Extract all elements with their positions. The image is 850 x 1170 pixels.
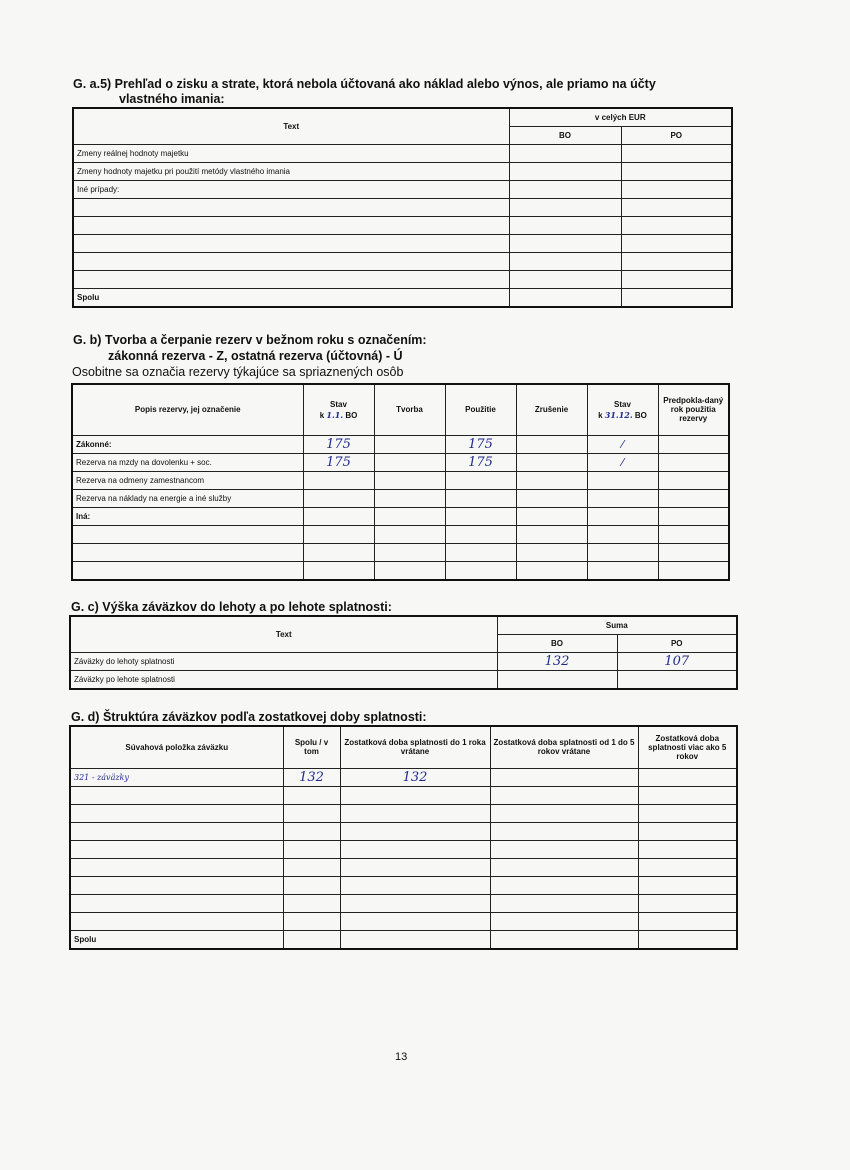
- handwritten-item: 321 - záväzky: [70, 768, 283, 786]
- header-do-1-roka: Zostatková doba splatnosti do 1 roka vrátane: [340, 726, 490, 768]
- table-row: [72, 471, 729, 489]
- table-row: [72, 525, 729, 543]
- handwritten-dash-icon: ⁄: [587, 453, 658, 471]
- page-number: 13: [395, 1051, 408, 1063]
- header-predpokladany-rok: Predpokla-daný rok použitia rezervy: [658, 384, 729, 435]
- row-label: Rezerva na odmeny zamestnancom: [72, 471, 303, 489]
- table-row: [70, 768, 737, 786]
- table-row: [73, 145, 732, 163]
- header-1-az-5-rokov: Zostatková doba splatnosti od 1 do 5 rokov vrátane: [490, 726, 638, 768]
- table-row: [73, 163, 732, 181]
- table-row: [70, 894, 737, 912]
- table-row: [72, 435, 729, 453]
- header-text: Text: [73, 108, 509, 145]
- header-pouzitie: Použitie: [445, 384, 516, 435]
- header-nad-5-rokov: Zostatková doba splatnosti viac ako 5 rokov: [638, 726, 737, 768]
- table-row: [70, 786, 737, 804]
- table-row: [70, 671, 737, 690]
- header-item: Súvahová položka záväzku: [70, 726, 283, 768]
- row-label: Záväzky do lehoty splatnosti: [70, 653, 497, 671]
- table-row: [73, 271, 732, 289]
- header-bo: BO: [509, 127, 621, 145]
- section-title-gb-line2: zákonná rezerva - Z, ostatná rezerva (účtovná) - Ú: [108, 349, 403, 363]
- row-label: Zákonné:: [72, 435, 303, 453]
- section-title-ga5: G. a.5) Prehľad o zisku a strate, ktorá nebola účtovaná ako náklad alebo výnos, ale priamo na účty: [73, 77, 656, 91]
- table-row: [70, 653, 737, 671]
- total-label: Spolu: [70, 930, 283, 949]
- header-po: PO: [617, 635, 737, 653]
- total-label: Spolu: [73, 289, 509, 308]
- header-eur: v celých EUR: [509, 108, 732, 127]
- table-row: [73, 217, 732, 235]
- section-title-gc: G. c) Výška záväzkov do lehoty a po lehote splatnosti:: [71, 600, 392, 614]
- row-label: Rezerva na mzdy na dovolenku + soc.: [72, 453, 303, 471]
- row-label: Iné prípady:: [73, 181, 509, 199]
- header-suma: Suma: [497, 616, 737, 635]
- handwritten-value: 132: [497, 653, 617, 671]
- handwritten-value: 175: [303, 453, 374, 471]
- table-row: [72, 543, 729, 561]
- row-label: Záväzky po lehote splatnosti: [70, 671, 497, 690]
- table-row: [72, 507, 729, 525]
- table-row: [72, 453, 729, 471]
- section-subtitle-gb: Osobitne sa označia rezervy týkajúce sa spriaznených osôb: [72, 365, 404, 379]
- header-po: PO: [621, 127, 732, 145]
- header-zrusenie: Zrušenie: [516, 384, 587, 435]
- table-row: [72, 561, 729, 580]
- total-row: [70, 930, 737, 949]
- section-title-gb: G. b) Tvorba a čerpanie rezerv v bežnom roku s označením:: [73, 333, 427, 347]
- header-text: Text: [70, 616, 497, 653]
- table-gc: [69, 615, 738, 690]
- header-popis: Popis rezervy, jej označenie: [72, 384, 303, 435]
- table-row: [70, 912, 737, 930]
- row-label: Zmeny reálnej hodnoty majetku: [73, 145, 509, 163]
- header-tvorba: Tvorba: [374, 384, 445, 435]
- row-label: Iná:: [72, 507, 303, 525]
- table-row: [70, 858, 737, 876]
- handwritten-value: 175: [445, 435, 516, 453]
- table-row: [73, 181, 732, 199]
- handwritten-value: 107: [617, 653, 737, 671]
- header-stav-end: Stav k 31.12. BO: [587, 384, 658, 435]
- table-row: [73, 199, 732, 217]
- handwritten-value: 132: [340, 768, 490, 786]
- table-row: [70, 840, 737, 858]
- row-label: Zmeny hodnoty majetku pri použití metódy vlastného imania: [73, 163, 509, 181]
- table-row: [70, 804, 737, 822]
- handwritten-value: 175: [445, 453, 516, 471]
- handwritten-value: 175: [303, 435, 374, 453]
- header-stav-start: Stav k 1.1. BO: [303, 384, 374, 435]
- table-row: [72, 489, 729, 507]
- handwritten-dash-icon: ⁄: [587, 435, 658, 453]
- table-row: [73, 235, 732, 253]
- section-title-gd: G. d) Štruktúra záväzkov podľa zostatkovej doby splatnosti:: [71, 710, 427, 724]
- section-title-ga5-line2: vlastného imania:: [119, 92, 225, 106]
- header-bo: BO: [497, 635, 617, 653]
- table-row: [70, 876, 737, 894]
- handwritten-value: 132: [283, 768, 340, 786]
- table-gb: [71, 383, 730, 581]
- table-gd: [69, 725, 738, 950]
- total-row: [73, 289, 732, 308]
- table-ga5: [72, 107, 733, 308]
- header-spolu: Spolu / v tom: [283, 726, 340, 768]
- table-row: [73, 253, 732, 271]
- table-row: [70, 822, 737, 840]
- row-label: Rezerva na náklady na energie a iné služby: [72, 489, 303, 507]
